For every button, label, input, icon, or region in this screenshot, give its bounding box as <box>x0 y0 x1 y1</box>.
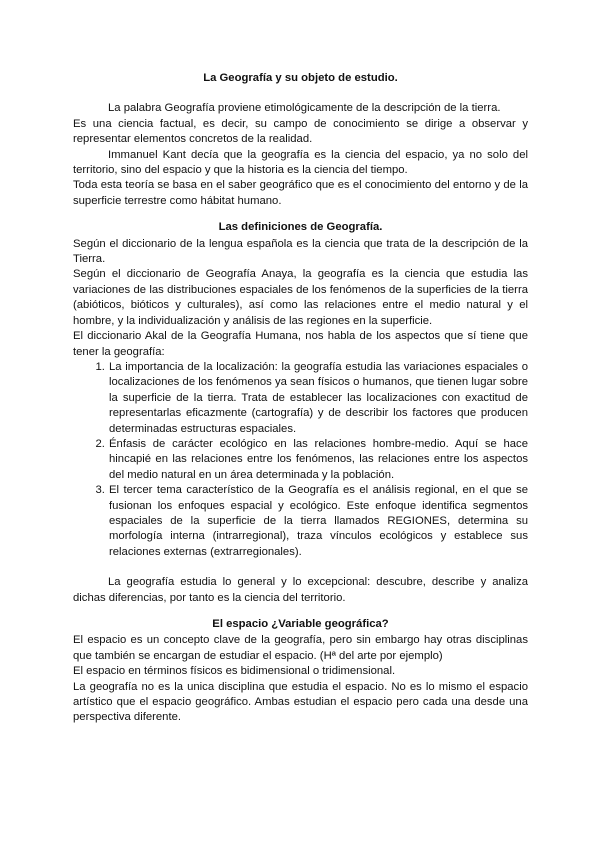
definitions-paragraph: Según el diccionario de la lengua española es la ciencia que trata de la descripción de la Tierra. <box>73 237 528 266</box>
space-paragraph: El espacio en términos físicos es bidimensional o tridimensional. <box>73 665 396 678</box>
spacer <box>73 560 528 575</box>
definitions-paragraph: Según el diccionario de Geografía Anaya, la geografía es la ciencia que estudia las variaciones de las distribuciones espaciales de los fenómenos de la superficies de la tierra (abióticos, bióticos y culturales), así como las relaciones entre el medio natural y el hombre, y la individualización y análisis de las regiones en la superficie. <box>73 268 528 327</box>
space-paragraph: La geografía no es la unica disciplina que estudia el espacio. No es lo mismo el espacio artístico que el espacio geográfico. Ambas estudian el espacio pero cada una desde una perspectiva diferente. <box>73 680 528 724</box>
intro-paragraph: La palabra Geografía proviene etimológicamente de la descripción de la tierra. <box>108 102 501 115</box>
section-heading-space: El espacio ¿Variable geográfica? <box>212 618 389 630</box>
list-item: 2. Énfasis de carácter ecológico en las relaciones hombre-medio. Aquí se hace hincapié en las relaciones entre los fenómenos, las relaciones entre los aspectos del medio natural en un área determinada y la población. <box>108 437 528 483</box>
page-title: La Geografía y su objeto de estudio. <box>203 72 398 84</box>
aspects-list <box>73 360 528 560</box>
section-heading-definitions: Las definiciones de Geografía. <box>218 221 383 234</box>
document-body <box>73 71 528 726</box>
intro-paragraph: Toda esta teoría se basa en el saber geográfico que es el conocimiento del entorno y de la superficie terrestre como hábitat humano. <box>73 179 528 207</box>
definitions-closing: La geografía estudia lo general y lo excepcional: descubre, describe y analiza dichas diferencias, por tanto es la ciencia del territorio. <box>73 576 528 604</box>
definitions-paragraph: El diccionario Akal de la Geografía Humana, nos habla de los aspectos que sí tiene que tener la geografía: <box>73 330 528 358</box>
list-item: 3. El tercer tema característico de la Geografía es el análisis regional, en el que se fusionan los enfoques espacial y ecológico. Este enfoque identifica segmentos espaciales de la superficie de la tierra llamados REGIONES, determina su morfología interna (intrarregional), traza vínculos ecológicos y establece sus relaciones externas (extrarregionales). <box>108 483 528 560</box>
intro-paragraph: Immanuel Kant decía que la geografía es la ciencia del espacio, ya no solo del territorio, sino del espacio y que la historia es la ciencia del tiempo. <box>73 148 528 177</box>
intro-paragraph: Es una ciencia factual, es decir, su campo de conocimiento se dirige a observar y representar elementos concretos de la realidad. <box>73 117 528 146</box>
space-paragraph: El espacio es un concepto clave de la geografía, pero sin embargo hay otras disciplinas que también se encargan de estudiar el espacio. (Hª del arte por ejemplo) <box>73 634 528 662</box>
list-item: 1. La importancia de la localización: la geografía estudia las variaciones espaciales o localizaciones de los fenómenos ya sean físicos o humanos, que tienen lugar sobre la superficie de la tierra. Trata de establecer las localizaciones con exactitud de representarlas eficazmente (cartografía) y de describir los factores que producen determinadas estructuras espaciales. <box>108 360 528 437</box>
